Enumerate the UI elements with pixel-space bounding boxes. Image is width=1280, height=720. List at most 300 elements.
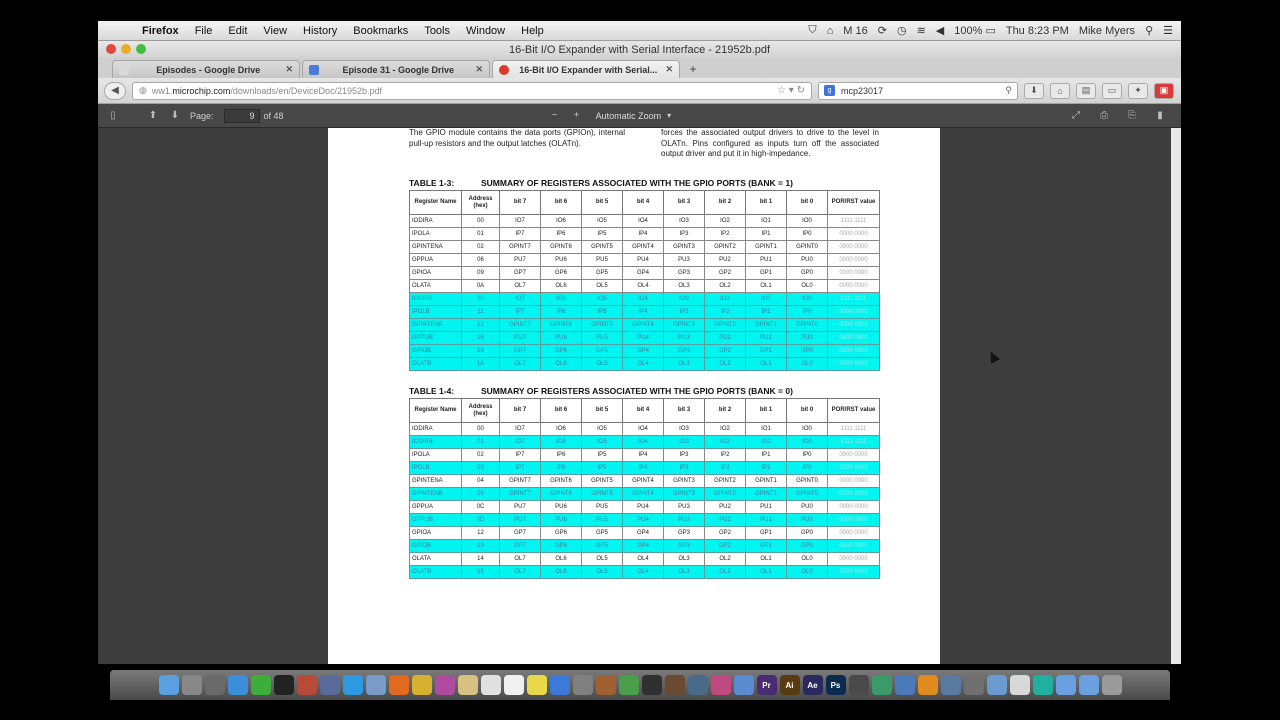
download-icon[interactable]: ⬇ xyxy=(1024,83,1044,99)
por-value-cell: 0000 0000 xyxy=(828,449,880,462)
register-name-cell: IPOLA xyxy=(410,449,462,462)
bit-cell: GP0 xyxy=(787,540,828,553)
bit-cell: IO6 xyxy=(541,293,582,306)
camera-icon[interactable] xyxy=(642,675,662,695)
home-icon[interactable]: ⌂ xyxy=(1050,83,1070,99)
window-title: 16-Bit I/O Expander with Serial Interface - 21952b.pdf xyxy=(508,43,771,56)
calendar-icon[interactable] xyxy=(481,675,501,695)
tab-bar xyxy=(98,58,1181,78)
bit-cell: GP6 xyxy=(541,527,582,540)
bit-cell: PU6 xyxy=(541,514,582,527)
table-row xyxy=(410,358,880,371)
bit-cell: IP2 xyxy=(705,228,746,241)
bit-cell: IP3 xyxy=(664,228,705,241)
column-header: bit 6 xyxy=(541,191,582,215)
register-name-cell: IPOLB xyxy=(410,462,462,475)
register-name-cell: GPINTENB xyxy=(410,319,462,332)
por-value-cell: 0000 0000 xyxy=(828,228,880,241)
clock[interactable]: Thu 8:23 PM xyxy=(1005,24,1069,37)
bit-cell: OL6 xyxy=(541,358,582,371)
wrench-icon[interactable] xyxy=(941,675,961,695)
bit-cell: IP4 xyxy=(623,228,664,241)
fullscreen-icon[interactable]: ⤢ xyxy=(1072,110,1080,121)
bit-cell: PU4 xyxy=(623,501,664,514)
tab-episode-31[interactable] xyxy=(302,60,490,78)
window-controls xyxy=(106,44,146,54)
folder2-icon[interactable] xyxy=(1079,675,1099,695)
downloads-icon[interactable] xyxy=(1056,675,1076,695)
addon-icon[interactable]: ✦ xyxy=(1128,83,1148,99)
bit-cell: GPINT6 xyxy=(541,319,582,332)
address-cell: 00 xyxy=(462,423,500,436)
globe-icon[interactable] xyxy=(872,675,892,695)
tab-label: Episode 31 - Google Drive xyxy=(342,64,454,75)
por-value-cell: 1111 1111 xyxy=(828,423,880,436)
page-total: of 48 xyxy=(263,110,284,121)
bit-cell: PU5 xyxy=(582,514,623,527)
bit-cell: OL2 xyxy=(705,358,746,371)
bit-cell: IP0 xyxy=(787,306,828,319)
por-value-cell: 0000 0000 xyxy=(828,254,880,267)
sync-icon[interactable]: ⟳ xyxy=(877,25,887,37)
clock-status-icon[interactable]: ◷ xyxy=(896,25,907,37)
bit-cell: IP6 xyxy=(541,306,582,319)
new-tab-button[interactable]: + xyxy=(689,62,697,76)
close-icon[interactable]: ✕ xyxy=(475,64,483,74)
volume-icon[interactable]: ◀ xyxy=(935,25,945,37)
bit-cell: GPINT6 xyxy=(541,475,582,488)
address-cell: 19 xyxy=(462,345,500,358)
bit-cell: GP5 xyxy=(582,540,623,553)
address-cell: 09 xyxy=(462,267,500,280)
por-value-cell: 0000 0000 xyxy=(828,345,880,358)
search-input[interactable]: mcp23017 xyxy=(841,85,884,96)
column-header: bit 6 xyxy=(541,399,582,423)
tab-favicon xyxy=(309,65,319,75)
register-name-cell: GPPUB xyxy=(410,514,462,527)
photo-icon[interactable] xyxy=(297,675,317,695)
guitar-icon[interactable] xyxy=(596,675,616,695)
bit-cell: GPINT2 xyxy=(705,475,746,488)
register-name-cell: IPOLA xyxy=(410,228,462,241)
tray-count: 16 xyxy=(855,24,868,37)
table-row xyxy=(410,488,880,501)
column-header: bit 4 xyxy=(623,191,664,215)
bit-cell: OL0 xyxy=(787,358,828,371)
por-value-cell: 0000 0000 xyxy=(828,462,880,475)
zoom-select[interactable]: Automatic Zoom xyxy=(595,110,662,121)
column-header: Address (hex) xyxy=(462,399,500,423)
address-cell: 0C xyxy=(462,501,500,514)
print-icon[interactable]: ⎙ xyxy=(1100,110,1108,121)
zoom-in-icon[interactable]: + xyxy=(573,110,580,121)
url-host: microchip.com xyxy=(172,85,231,96)
por-value-cell: 0000 0000 xyxy=(828,332,880,345)
menu-window[interactable]: Window xyxy=(466,24,506,37)
bit-cell: GP7 xyxy=(500,345,541,358)
maps-icon[interactable] xyxy=(619,675,639,695)
compass-icon[interactable] xyxy=(182,675,202,695)
register-name-cell: IODIRB xyxy=(410,436,462,449)
bit-cell: IO0 xyxy=(787,215,828,228)
address-cell: 12 xyxy=(462,527,500,540)
tab-label: 16-Bit I/O Expander with Serial... xyxy=(519,64,658,75)
minimize-window-button[interactable] xyxy=(121,44,131,54)
bit-cell: GPINT3 xyxy=(664,475,705,488)
itunes-icon[interactable] xyxy=(435,675,455,695)
table-row xyxy=(410,553,880,566)
bit-cell: IP3 xyxy=(664,462,705,475)
bit-cell: GPINT1 xyxy=(746,488,787,501)
battery-status[interactable]: 100% ▭ xyxy=(954,25,996,37)
chat-icon[interactable] xyxy=(1033,675,1053,695)
address-cell: 1A xyxy=(462,358,500,371)
menu-icon[interactable]: ▭ xyxy=(1102,83,1122,99)
table-row xyxy=(410,462,880,475)
table-row xyxy=(410,332,880,345)
settings-icon[interactable] xyxy=(573,675,593,695)
bit-cell: GP3 xyxy=(664,345,705,358)
dock xyxy=(110,670,1170,700)
menu-view[interactable]: View xyxy=(263,24,288,37)
bit-cell: OL5 xyxy=(582,566,623,579)
bit-cell: GP3 xyxy=(664,267,705,280)
table-row xyxy=(410,514,880,527)
address-cell: 15 xyxy=(462,566,500,579)
bit-cell: OL5 xyxy=(582,280,623,293)
bit-cell: GPINT1 xyxy=(746,475,787,488)
folder-icon[interactable] xyxy=(987,675,1007,695)
menu-app[interactable]: Firefox xyxy=(142,24,179,37)
sidebar-toggle-icon[interactable]: ▤ xyxy=(1076,83,1096,99)
finder-icon[interactable] xyxy=(159,675,179,695)
close-window-button[interactable] xyxy=(106,44,116,54)
safari-icon[interactable] xyxy=(228,675,248,695)
tools-icon[interactable] xyxy=(688,675,708,695)
network-icon[interactable] xyxy=(366,675,386,695)
register-name-cell: IODIRA xyxy=(410,215,462,228)
bit-cell: IO1 xyxy=(746,215,787,228)
search-bar[interactable] xyxy=(818,82,1018,100)
bit-cell: IO0 xyxy=(787,436,828,449)
save-icon[interactable]: ⎘ xyxy=(1128,110,1136,121)
facetime-icon[interactable] xyxy=(251,675,271,695)
bit-cell: IO7 xyxy=(500,215,541,228)
table-row xyxy=(410,423,880,436)
bit-cell: OL3 xyxy=(664,566,705,579)
menu-bookmarks[interactable]: Bookmarks xyxy=(353,24,409,37)
preview-icon[interactable] xyxy=(320,675,340,695)
menu-file[interactable]: File xyxy=(194,24,213,37)
address-cell: 03 xyxy=(462,462,500,475)
bit-cell: PU1 xyxy=(746,501,787,514)
por-value-cell: 1111 1111 xyxy=(828,215,880,228)
bit-cell: PU7 xyxy=(500,501,541,514)
table-header-row xyxy=(410,399,880,423)
bit-cell: GPINT4 xyxy=(623,475,664,488)
bit-cell: IO1 xyxy=(746,423,787,436)
bit-cell: IP1 xyxy=(746,228,787,241)
search-icon[interactable]: ⚲ xyxy=(1005,85,1012,95)
chevron-down-icon[interactable]: ▾ xyxy=(667,111,672,120)
por-value-cell: 0000 0000 xyxy=(828,306,880,319)
por-value-cell: 0000 0000 xyxy=(828,488,880,501)
bit-cell: GPINT6 xyxy=(541,488,582,501)
bit-cell: GPINT5 xyxy=(582,488,623,501)
bit-cell: IO5 xyxy=(582,215,623,228)
register-name-cell: GPPUA xyxy=(410,501,462,514)
register-name-cell: OLATA xyxy=(410,553,462,566)
bit-cell: IP5 xyxy=(582,306,623,319)
bit-cell: GP6 xyxy=(541,540,582,553)
chrome-icon[interactable] xyxy=(412,675,432,695)
bookmark-star-icon[interactable]: ☆ xyxy=(777,85,787,96)
bit-cell: IP2 xyxy=(705,449,746,462)
bit-cell: IO6 xyxy=(541,436,582,449)
bit-cell: OL4 xyxy=(623,553,664,566)
photoshop-icon[interactable]: Ps xyxy=(826,675,846,695)
google-icon[interactable]: g xyxy=(824,85,835,96)
bit-cell: GP6 xyxy=(541,345,582,358)
tab-episodes[interactable] xyxy=(112,60,300,78)
table-row xyxy=(410,280,880,293)
table-row xyxy=(410,306,880,319)
bit-cell: IO4 xyxy=(623,436,664,449)
bit-cell: GP4 xyxy=(623,540,664,553)
scrollbar[interactable] xyxy=(1171,128,1181,664)
bit-cell: PU0 xyxy=(787,501,828,514)
close-icon[interactable]: ✕ xyxy=(665,64,673,74)
bit-cell: GP0 xyxy=(787,527,828,540)
back-button[interactable]: ◀ xyxy=(104,82,126,100)
appstore-icon[interactable] xyxy=(550,675,570,695)
terminal-icon[interactable] xyxy=(274,675,294,695)
bit-cell: GP6 xyxy=(541,267,582,280)
bit-cell: IP0 xyxy=(787,449,828,462)
bit-cell: GP7 xyxy=(500,540,541,553)
bit-cell: IO6 xyxy=(541,423,582,436)
bit-cell: GPINT5 xyxy=(582,475,623,488)
bit-cell: PU5 xyxy=(582,501,623,514)
notes-icon[interactable] xyxy=(458,675,478,695)
pdf-page xyxy=(328,128,940,664)
por-value-cell: 0000 0000 xyxy=(828,475,880,488)
illustrator-icon[interactable]: Ai xyxy=(780,675,800,695)
por-value-cell: 0000 0000 xyxy=(828,566,880,579)
bit-cell: IO7 xyxy=(500,436,541,449)
bit-cell: PU5 xyxy=(582,254,623,267)
bit-cell: IO3 xyxy=(664,423,705,436)
column-header: bit 7 xyxy=(500,399,541,423)
bookmark-icon[interactable]: ▮ xyxy=(1157,110,1163,121)
bit-cell: IP0 xyxy=(787,462,828,475)
table2-caption xyxy=(409,386,793,396)
previous-page-icon[interactable]: ⬆ xyxy=(148,110,158,121)
notification-count[interactable]: M 16 xyxy=(843,24,868,37)
zoom-window-button[interactable] xyxy=(136,44,146,54)
palette-icon[interactable] xyxy=(711,675,731,695)
bit-cell: OL4 xyxy=(623,280,664,293)
bit-cell: GPINT1 xyxy=(746,319,787,332)
register-name-cell: GPIOA xyxy=(410,527,462,540)
bit-cell: GP0 xyxy=(787,345,828,358)
bit-cell: IP2 xyxy=(705,306,746,319)
bit-cell: PU0 xyxy=(787,254,828,267)
bit-cell: IP3 xyxy=(664,449,705,462)
media-icon[interactable] xyxy=(849,675,869,695)
bit-cell: GP7 xyxy=(500,527,541,540)
bit-cell: GP4 xyxy=(623,267,664,280)
wifi-icon[interactable]: ≋ xyxy=(916,25,926,37)
address-cell: 04 xyxy=(462,475,500,488)
bit-cell: IO0 xyxy=(787,423,828,436)
page-label: Page: xyxy=(190,110,214,121)
table-row xyxy=(410,254,880,267)
bit-cell: PU2 xyxy=(705,514,746,527)
register-name-cell: OLATA xyxy=(410,280,462,293)
bit-cell: PU1 xyxy=(746,514,787,527)
bit-cell: IO2 xyxy=(705,293,746,306)
bit-cell: PU6 xyxy=(541,332,582,345)
por-value-cell: 1111 1111 xyxy=(828,293,880,306)
pen-icon[interactable] xyxy=(665,675,685,695)
bit-cell: GPINT7 xyxy=(500,319,541,332)
register-name-cell: IODIRA xyxy=(410,423,462,436)
bit-cell: IO4 xyxy=(623,293,664,306)
register-name-cell: OLATB xyxy=(410,566,462,579)
next-page-icon[interactable]: ⬇ xyxy=(170,110,180,121)
sketch-icon[interactable] xyxy=(734,675,754,695)
bit-cell: OL7 xyxy=(500,280,541,293)
bit-cell: PU7 xyxy=(500,254,541,267)
register-name-cell: GPINTENA xyxy=(410,241,462,254)
shield-icon[interactable]: ⛉ xyxy=(808,24,817,36)
bit-cell: GPINT5 xyxy=(582,241,623,254)
pdf-toolbar xyxy=(98,104,1181,128)
bit-cell: OL2 xyxy=(705,566,746,579)
screen xyxy=(98,21,1181,664)
bit-cell: PU4 xyxy=(623,514,664,527)
register-name-cell: GPIOB xyxy=(410,540,462,553)
bit-cell: IP7 xyxy=(500,449,541,462)
close-icon[interactable]: ✕ xyxy=(285,64,293,74)
tab-pdf[interactable] xyxy=(492,60,680,78)
doc-icon[interactable] xyxy=(1010,675,1030,695)
bit-cell: IO0 xyxy=(787,293,828,306)
bit-cell: GPINT0 xyxy=(787,319,828,332)
menu-history[interactable]: History xyxy=(303,24,338,37)
address-cell: 0A xyxy=(462,280,500,293)
bit-cell: IP7 xyxy=(500,462,541,475)
bit-cell: GP1 xyxy=(746,267,787,280)
firefox-icon[interactable] xyxy=(389,675,409,695)
register-name-cell: GPIOA xyxy=(410,267,462,280)
bit-cell: OL1 xyxy=(746,358,787,371)
bit-cell: GP4 xyxy=(623,527,664,540)
sidebar-toggle-icon[interactable]: ▯ xyxy=(110,110,116,121)
bit-cell: IO2 xyxy=(705,423,746,436)
bit-cell: GP2 xyxy=(705,540,746,553)
bit-cell: PU5 xyxy=(582,332,623,345)
bit-cell: IO2 xyxy=(705,215,746,228)
gear-icon[interactable] xyxy=(918,675,938,695)
bit-cell: GP2 xyxy=(705,527,746,540)
skype-icon[interactable] xyxy=(343,675,363,695)
address-cell: 10 xyxy=(462,293,500,306)
por-value-cell: 0000 0000 xyxy=(828,280,880,293)
textedit-icon[interactable] xyxy=(504,675,524,695)
aftereffects-icon[interactable]: Ae xyxy=(803,675,823,695)
menu-tools[interactable]: Tools xyxy=(424,24,450,37)
table2-title: SUMMARY OF REGISTERS ASSOCIATED WITH THE GPIO PORTS (BANK = 0) xyxy=(481,386,793,396)
address-cell: 02 xyxy=(462,241,500,254)
menu-edit[interactable]: Edit xyxy=(228,24,248,37)
bit-cell: OL3 xyxy=(664,553,705,566)
bit-cell: OL5 xyxy=(582,358,623,371)
lock-icon[interactable]: ⌂ xyxy=(826,24,834,37)
por-value-cell: 0000 0000 xyxy=(828,267,880,280)
url-bar[interactable] xyxy=(132,82,812,100)
bit-cell: GP1 xyxy=(746,527,787,540)
tab-favicon xyxy=(119,65,129,75)
xcode-icon[interactable] xyxy=(895,675,915,695)
page-number-input[interactable]: 9 xyxy=(224,109,260,123)
reload-icon[interactable]: ↻ xyxy=(796,85,805,96)
menu-help[interactable]: Help xyxy=(521,24,544,37)
por-value-cell: 0000 0000 xyxy=(828,319,880,332)
zoom-out-icon[interactable]: − xyxy=(551,110,558,121)
bit-cell: PU0 xyxy=(787,514,828,527)
bit-cell: IP5 xyxy=(582,228,623,241)
trash-icon[interactable] xyxy=(1102,675,1122,695)
register-table-bank0 xyxy=(409,398,880,579)
user-name[interactable]: Mike Myers xyxy=(1078,24,1136,37)
spotlight-icon[interactable]: ⚲ xyxy=(1145,25,1154,37)
tab-label: Episodes - Google Drive xyxy=(156,64,261,75)
stickies-icon[interactable] xyxy=(527,675,547,695)
table-header-row xyxy=(410,191,880,215)
list-icon[interactable]: ☰ xyxy=(1163,25,1173,37)
bit-cell: IO4 xyxy=(623,215,664,228)
bit-cell: OL6 xyxy=(541,553,582,566)
bit-cell: OL3 xyxy=(664,358,705,371)
register-name-cell: GPINTENA xyxy=(410,475,462,488)
premiere-icon[interactable]: Pr xyxy=(757,675,777,695)
bit-cell: GP2 xyxy=(705,345,746,358)
bit-cell: GP3 xyxy=(664,527,705,540)
dashboard-icon[interactable] xyxy=(205,675,225,695)
bit-cell: GPINT7 xyxy=(500,488,541,501)
table-row xyxy=(410,293,880,306)
address-cell: 05 xyxy=(462,488,500,501)
bit-cell: PU1 xyxy=(746,254,787,267)
bit-cell: GP3 xyxy=(664,540,705,553)
dropdown-icon[interactable]: ▾ xyxy=(788,85,794,96)
utility-icon[interactable] xyxy=(964,675,984,695)
pdf-viewer[interactable] xyxy=(98,128,1181,664)
globe-icon: ◍ xyxy=(139,85,147,95)
register-table-bank1 xyxy=(409,190,880,371)
url-path: /downloads/en/DeviceDoc/21952b.pdf xyxy=(230,85,382,96)
table-row xyxy=(410,449,880,462)
bit-cell: OL2 xyxy=(705,553,746,566)
bit-cell: GP1 xyxy=(746,345,787,358)
bit-cell: PU0 xyxy=(787,332,828,345)
intro-left-text: The GPIO module contains the data ports (GPIOn), internal pull-up resistors and the output latches (OLATn). xyxy=(409,128,625,148)
bit-cell: GPINT1 xyxy=(746,241,787,254)
register-name-cell: IPOLB xyxy=(410,306,462,319)
addon-red-icon[interactable]: ▣ xyxy=(1154,83,1174,99)
